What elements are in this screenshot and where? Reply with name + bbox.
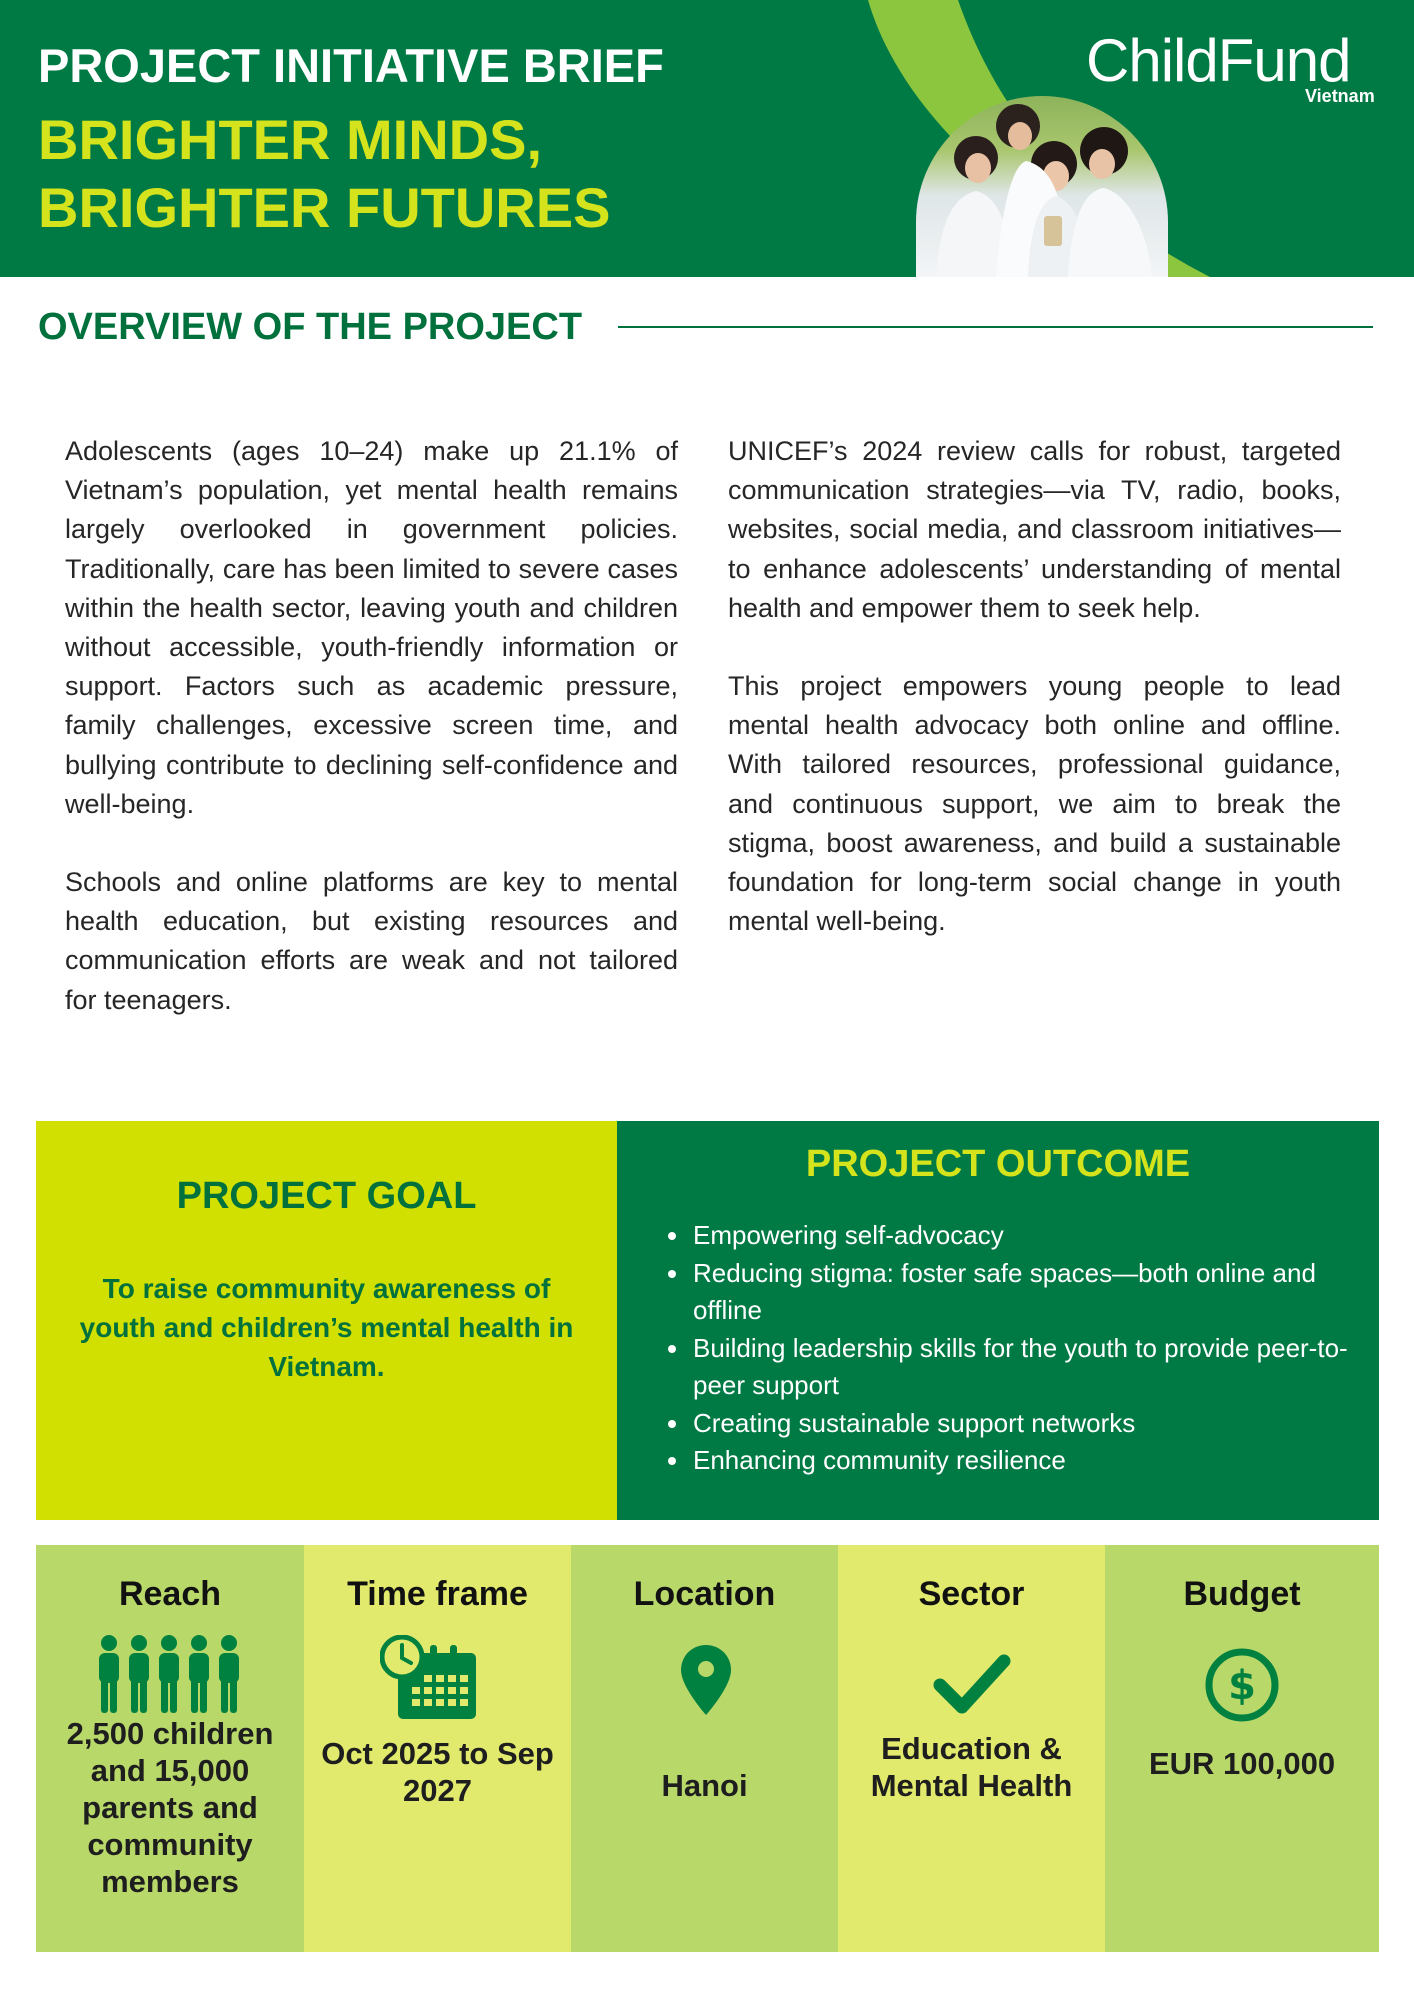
outcome-item: • Enhancing community resilience [691,1442,1391,1480]
project-outcome-panel [617,1121,1379,1520]
outcome-item: • Empowering self-advocacy [691,1217,1391,1255]
location-pin-icon [681,1645,731,1715]
overview-divider [618,326,1373,328]
project-goal-panel [36,1121,617,1520]
stat-value: 2,500 children and 15,000 parents and community members [66,1716,274,1899]
logo-country: Vietnam [1305,86,1375,106]
svg-text:$: $ [1228,1663,1256,1709]
stat-title: Time frame [347,1575,528,1613]
goal-heading: PROJECT GOAL [176,1175,477,1217]
stat-value: Hanoi [661,1768,748,1803]
stat-value: Education & Mental Health [870,1731,1073,1803]
overview-left-column [65,432,678,1059]
outcome-item: • Reducing stigma: foster safe spaces—both online and offline [691,1255,1391,1330]
overview-paragraph: UNICEF’s 2024 review calls for robust, targeted communication strategies—via TV, radio, books, websites, social media, and classroom initiatives—to enhance adolescents’ understanding of mental health and empower them to seek help. [728,436,1341,623]
outcome-heading: PROJECT OUTCOME [805,1143,1191,1185]
overview-paragraph: Adolescents (ages 10–24) make up 21.1% of Vietnam’s population, yet mental health remains largely overlooked in government policies. Traditionally, care has been limited to severe cases within the health sector, leaving youth and children without accessible, youth-friendly information or support. Factors such as academic pressure, family challenges, excessive screen time, and bullying contribute to declining self-confidence and well-being. [65,436,678,819]
stat-title: Sector [918,1575,1025,1613]
overview-paragraph: This project empowers young people to lead mental health advocacy both online and offline. With tailored resources, professional guidance, and continuous support, we aim to break the stigma, boost awareness, and build a sustainable foundation for long-term social change in youth mental well-being. [728,671,1341,937]
header-banner [0,0,1414,277]
stat-budget [1105,1545,1379,1952]
stat-time-frame [304,1545,571,1952]
outcome-list [649,1217,1391,1480]
dollar-coin-icon [1204,1647,1280,1723]
brief-kicker: PROJECT INITIATIVE BRIEF [38,39,664,92]
stat-reach [36,1545,304,1952]
stat-title: Budget [1183,1575,1301,1613]
page-title [38,106,738,242]
overview-heading: OVERVIEW OF THE PROJECT [38,306,583,348]
title-line-2: BRIGHTER FUTURES [38,176,611,239]
overview-paragraph: Schools and online platforms are key to mental health education, but existing resources and communication efforts are weak and not tailored for teenagers. [65,867,678,1015]
outcome-item: • Building leadership skills for the youth to provide peer-to-peer support [691,1330,1391,1405]
stat-value: Oct 2025 to Sep 2027 [321,1736,554,1808]
calendar-clock-icon [380,1635,480,1721]
title-line-1: BRIGHTER MINDS, [38,108,542,171]
goal-statement: To raise community awareness of youth and children’s mental health in Vietnam. [79,1273,574,1382]
stat-location [571,1545,838,1952]
outcome-item: • Creating sustainable support networks [691,1405,1391,1443]
stat-title: Location [633,1575,776,1613]
stat-value: EUR 100,000 [1148,1746,1336,1781]
overview-right-column [728,432,1341,980]
stat-title: Reach [118,1575,222,1613]
childfund-logo: ChildFund [1086,27,1351,94]
people-icon [95,1635,245,1715]
checkmark-icon [932,1653,1012,1715]
stat-sector [838,1545,1105,1952]
